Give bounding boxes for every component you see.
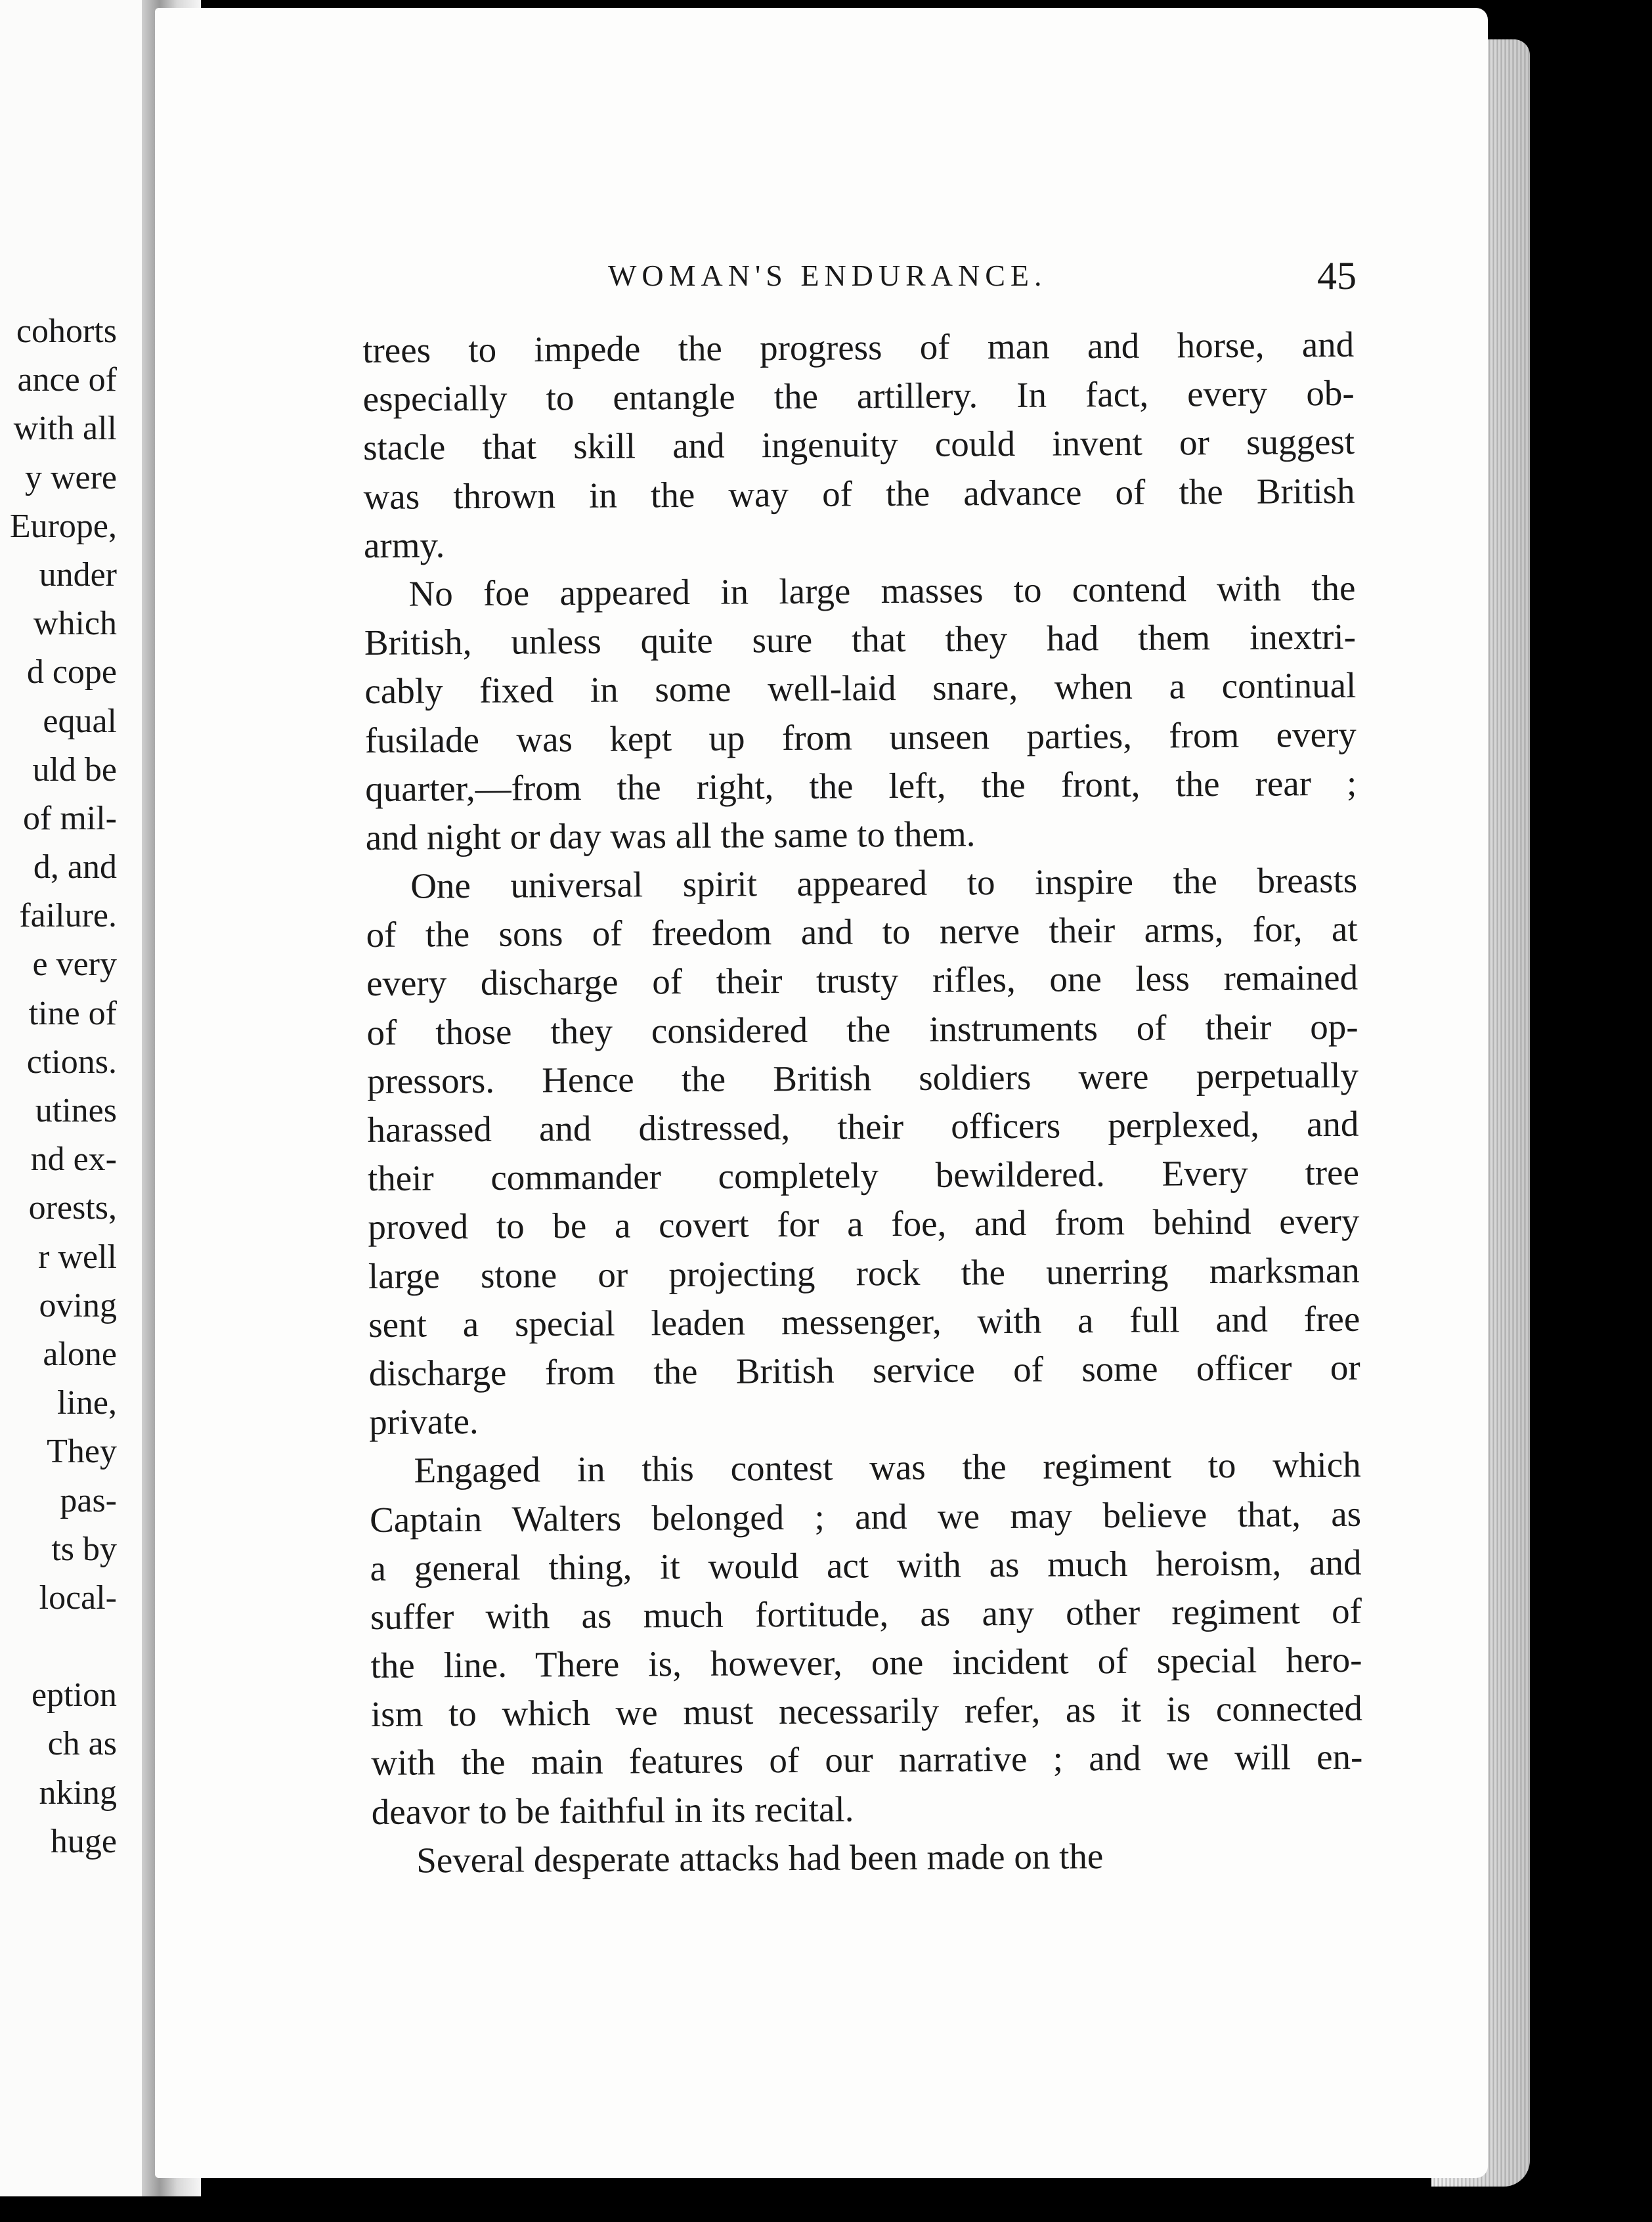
text-line: deavor to be faithful in its recital. xyxy=(371,1789,854,1832)
left-page-line: r well xyxy=(38,1238,117,1276)
text-line: Captain Walters belonged ; and we may believe that, as xyxy=(369,1493,1362,1540)
left-page-line: utines xyxy=(35,1092,117,1129)
left-page-line: ts by xyxy=(51,1530,117,1568)
left-page-line: line, xyxy=(57,1384,117,1422)
text-line: One universal spirit appeared to inspire the breasts xyxy=(410,860,1358,906)
left-page-text xyxy=(0,307,117,1866)
page-header xyxy=(608,250,1357,302)
body-text xyxy=(362,320,1363,1885)
text-line: Several desperate attacks had been made on the xyxy=(416,1835,1104,1881)
left-page-line: tine of xyxy=(28,994,117,1032)
left-page-line: eption xyxy=(32,1676,117,1714)
left-page-line: d cope xyxy=(26,653,117,691)
left-page-line: of mil- xyxy=(23,799,117,837)
left-page-line: ctions. xyxy=(26,1043,117,1081)
text-line: stacle that skill and ingenuity could invent or suggest xyxy=(362,422,1355,468)
paragraph xyxy=(364,564,1357,862)
left-page-line: uld be xyxy=(32,751,117,789)
left-page-line: which xyxy=(33,605,117,643)
text-line: pressors. Hence the British soldiers were perpetually xyxy=(366,1055,1359,1101)
text-line: proved to be a covert for a foe, and from behind every xyxy=(368,1201,1360,1248)
paragraph xyxy=(372,1831,1363,1885)
left-page-line: under xyxy=(39,556,117,594)
text-line: of those they considered the instruments of their op- xyxy=(366,1006,1359,1053)
text-line: discharge from the British service of some officer or xyxy=(368,1347,1360,1393)
text-line: and night or day was all the same to them. xyxy=(365,814,976,858)
text-line: army. xyxy=(363,524,445,565)
text-line: of the sons of freedom and to nerve their arms, for, at xyxy=(366,909,1358,955)
text-line: No foe appeared in large masses to contend with the xyxy=(408,567,1356,614)
text-line: quarter,—from the right, the left, the front, the rear ; xyxy=(365,762,1357,809)
paragraph xyxy=(366,856,1360,1447)
left-page-line: local- xyxy=(39,1579,117,1617)
left-page-line: nd ex- xyxy=(30,1141,117,1179)
text-line: large stone or projecting rock the unerring marksman xyxy=(368,1250,1360,1296)
paragraph xyxy=(369,1441,1363,1837)
left-page-line: with all xyxy=(13,410,117,448)
left-page-line: They xyxy=(47,1433,117,1471)
text-line: Engaged in this contest was the regiment to which xyxy=(414,1445,1361,1491)
left-page-line: equal xyxy=(43,702,117,740)
left-page-line: pas- xyxy=(60,1481,117,1519)
page-number: 45 xyxy=(1317,254,1357,297)
text-line: harassed and distressed, their officers perplexed, and xyxy=(367,1103,1359,1150)
left-page-line: y were xyxy=(24,458,117,496)
left-page xyxy=(0,0,151,2196)
text-line: cably fixed in some well-laid snare, when a continual xyxy=(364,665,1357,712)
text-line: fusilade was kept up from unseen parties, from every xyxy=(364,714,1357,760)
left-page-line: e very xyxy=(32,946,117,984)
right-page xyxy=(155,8,1488,2178)
text-line: every discharge of their trusty rifles, one less remained xyxy=(366,957,1359,1004)
text-line: the line. There is, however, one incident of special hero- xyxy=(370,1639,1362,1686)
text-line: ism to which we must necessarily refer, as it is connected xyxy=(370,1688,1363,1735)
text-line: suffer with as much fortitude, as any other regiment of xyxy=(370,1590,1362,1637)
left-page-line: failure. xyxy=(19,897,117,935)
left-page-line: cohorts xyxy=(16,313,117,350)
text-line: a general thing, it would act with as much heroism, and xyxy=(370,1542,1362,1588)
text-line: British, unless quite sure that they had them inextri- xyxy=(364,616,1357,663)
running-title: WOMAN'S ENDURANCE. xyxy=(608,259,1047,292)
left-page-line: Europe, xyxy=(9,507,117,545)
left-page-line: orests, xyxy=(28,1189,117,1227)
text-line: especially to entangle the artillery. In fact, every ob- xyxy=(362,372,1355,420)
text-line: sent a special leaden messenger, with a full and free xyxy=(368,1298,1360,1345)
text-line: their commander completely bewildered. Every tree xyxy=(367,1152,1360,1199)
left-page-line: ch as xyxy=(47,1725,117,1763)
left-page-line: ance of xyxy=(17,361,117,399)
text-line: private. xyxy=(369,1401,479,1443)
left-page-line: nking xyxy=(39,1774,117,1812)
left-page-line: d, and xyxy=(33,848,117,886)
left-page-line xyxy=(0,1623,117,1671)
text-line: trees to impede the progress of man and horse, and xyxy=(362,324,1355,370)
text-line: with the main features of our narrative ; and we will en- xyxy=(371,1737,1363,1783)
paragraph xyxy=(362,320,1355,570)
left-page-line: huge xyxy=(50,1822,117,1860)
text-line: was thrown in the way of the advance of the British xyxy=(363,470,1355,517)
left-page-line: oving xyxy=(39,1286,117,1324)
left-page-line: alone xyxy=(43,1335,117,1373)
